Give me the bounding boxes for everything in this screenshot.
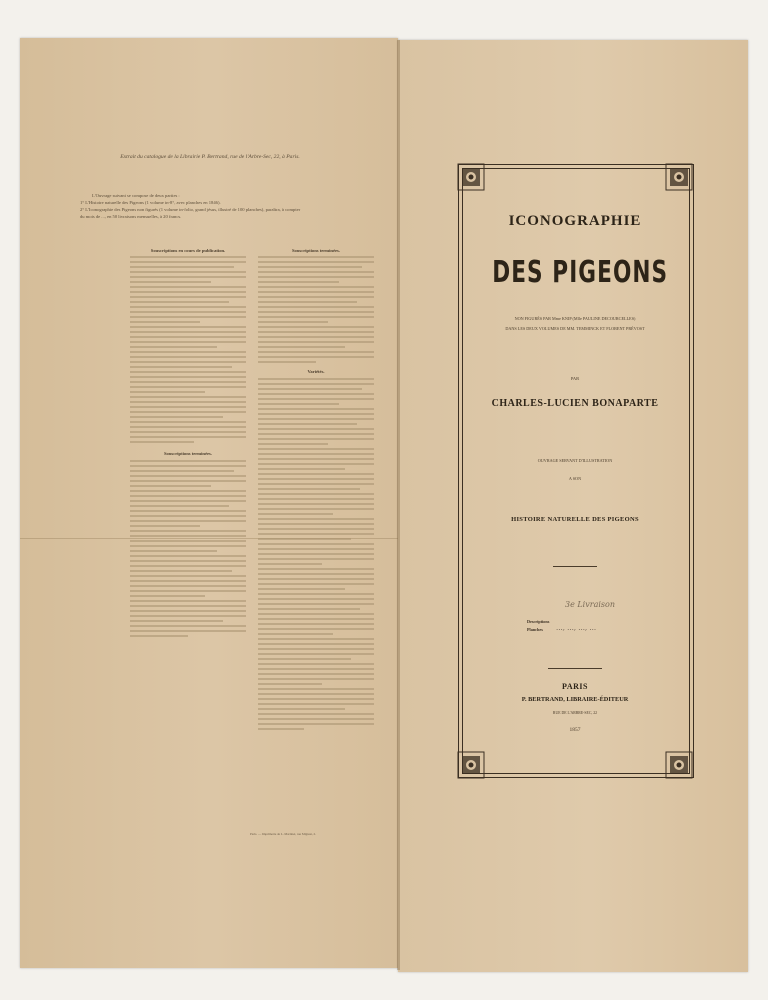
column-text: [258, 378, 374, 730]
descriptions-label: Descriptions: [527, 619, 550, 624]
column-heading: Souscriptions en cours de publication.: [150, 248, 226, 253]
column-heading: Souscriptions terminées.: [292, 248, 340, 253]
parent-work-title: HISTOIRE NATURELLE DES PIGEONS: [511, 516, 639, 523]
title-line-2: DES PIGEONS: [492, 255, 669, 290]
planches-label: Planches: [527, 627, 543, 632]
title-line-1: ICONOGRAPHIE: [508, 213, 642, 229]
publication-year: 1857: [569, 727, 581, 733]
column-heading: Souscriptions terminées.: [164, 451, 212, 457]
author-name: CHARLES-LUCIEN BONAPARTE: [491, 398, 659, 409]
ornament-corner-icon: [456, 750, 486, 780]
ornament-corner-icon: [456, 162, 486, 192]
catalog-header: Extrait du catalogue de la Librairie P. Bertrand, rue de l'Arbre-Sec, 22, à Paris.: [120, 154, 300, 160]
ornament-corner-icon: [664, 162, 694, 192]
publisher-name: P. BERTRAND, LIBRAIRE-ÉDITEUR: [521, 696, 629, 703]
intro-line: 2° L'Iconographie des Pigeons non figurés (1 volume in-folio, grand jésus, illustré de 100 planches), paraîtra, à compter: [80, 207, 301, 212]
handwritten-planches-note: ..., ..., ..., ...: [556, 624, 597, 632]
column-text: [130, 256, 246, 443]
work-description: OUVRAGE SERVANT D'ILLUSTRATION: [537, 458, 613, 463]
catalog-column-right: [258, 248, 374, 733]
to-his-label: A SON: [568, 476, 582, 481]
page-fold: [397, 40, 400, 970]
subtitle-line-2: DANS LES DEUX VOLUMES DE MM. TEMMINCK ET FLORENT PRÉVOST: [505, 326, 645, 331]
intro-line: L'Ouvrage suivant se compose de deux parties :: [92, 193, 180, 198]
ornament-corner-icon: [664, 750, 694, 780]
publication-place: PARIS: [562, 682, 588, 691]
intro-line: du mois de ..., en 50 livraisons mensuelles, à 20 francs.: [80, 214, 182, 219]
catalog-intro: [80, 192, 340, 220]
printer-imprint: Paris. — Imprimerie de L. Martinet, rue Mignon, 2.: [250, 832, 316, 836]
divider: [548, 668, 602, 669]
column-text: [130, 460, 246, 637]
intro-line: 1° L'Histoire naturelle des Pigeons (1 volume in-8°, avec planches en 1846).: [80, 200, 221, 205]
column-heading: Variétés.: [307, 369, 325, 375]
catalog-column-left: [130, 248, 246, 640]
divider: [553, 566, 597, 567]
subtitle-line-1: NON FIGURÉS PAR Mme KNIP (Mlle PAULINE DECOURCELLES): [514, 316, 636, 321]
publisher-address: RUE DE L'ARBRE-SEC, 22: [552, 711, 598, 715]
handwritten-livraison-note: 3e Livraison: [565, 600, 615, 609]
column-text: [258, 256, 374, 363]
by-label: PAR: [570, 376, 580, 381]
